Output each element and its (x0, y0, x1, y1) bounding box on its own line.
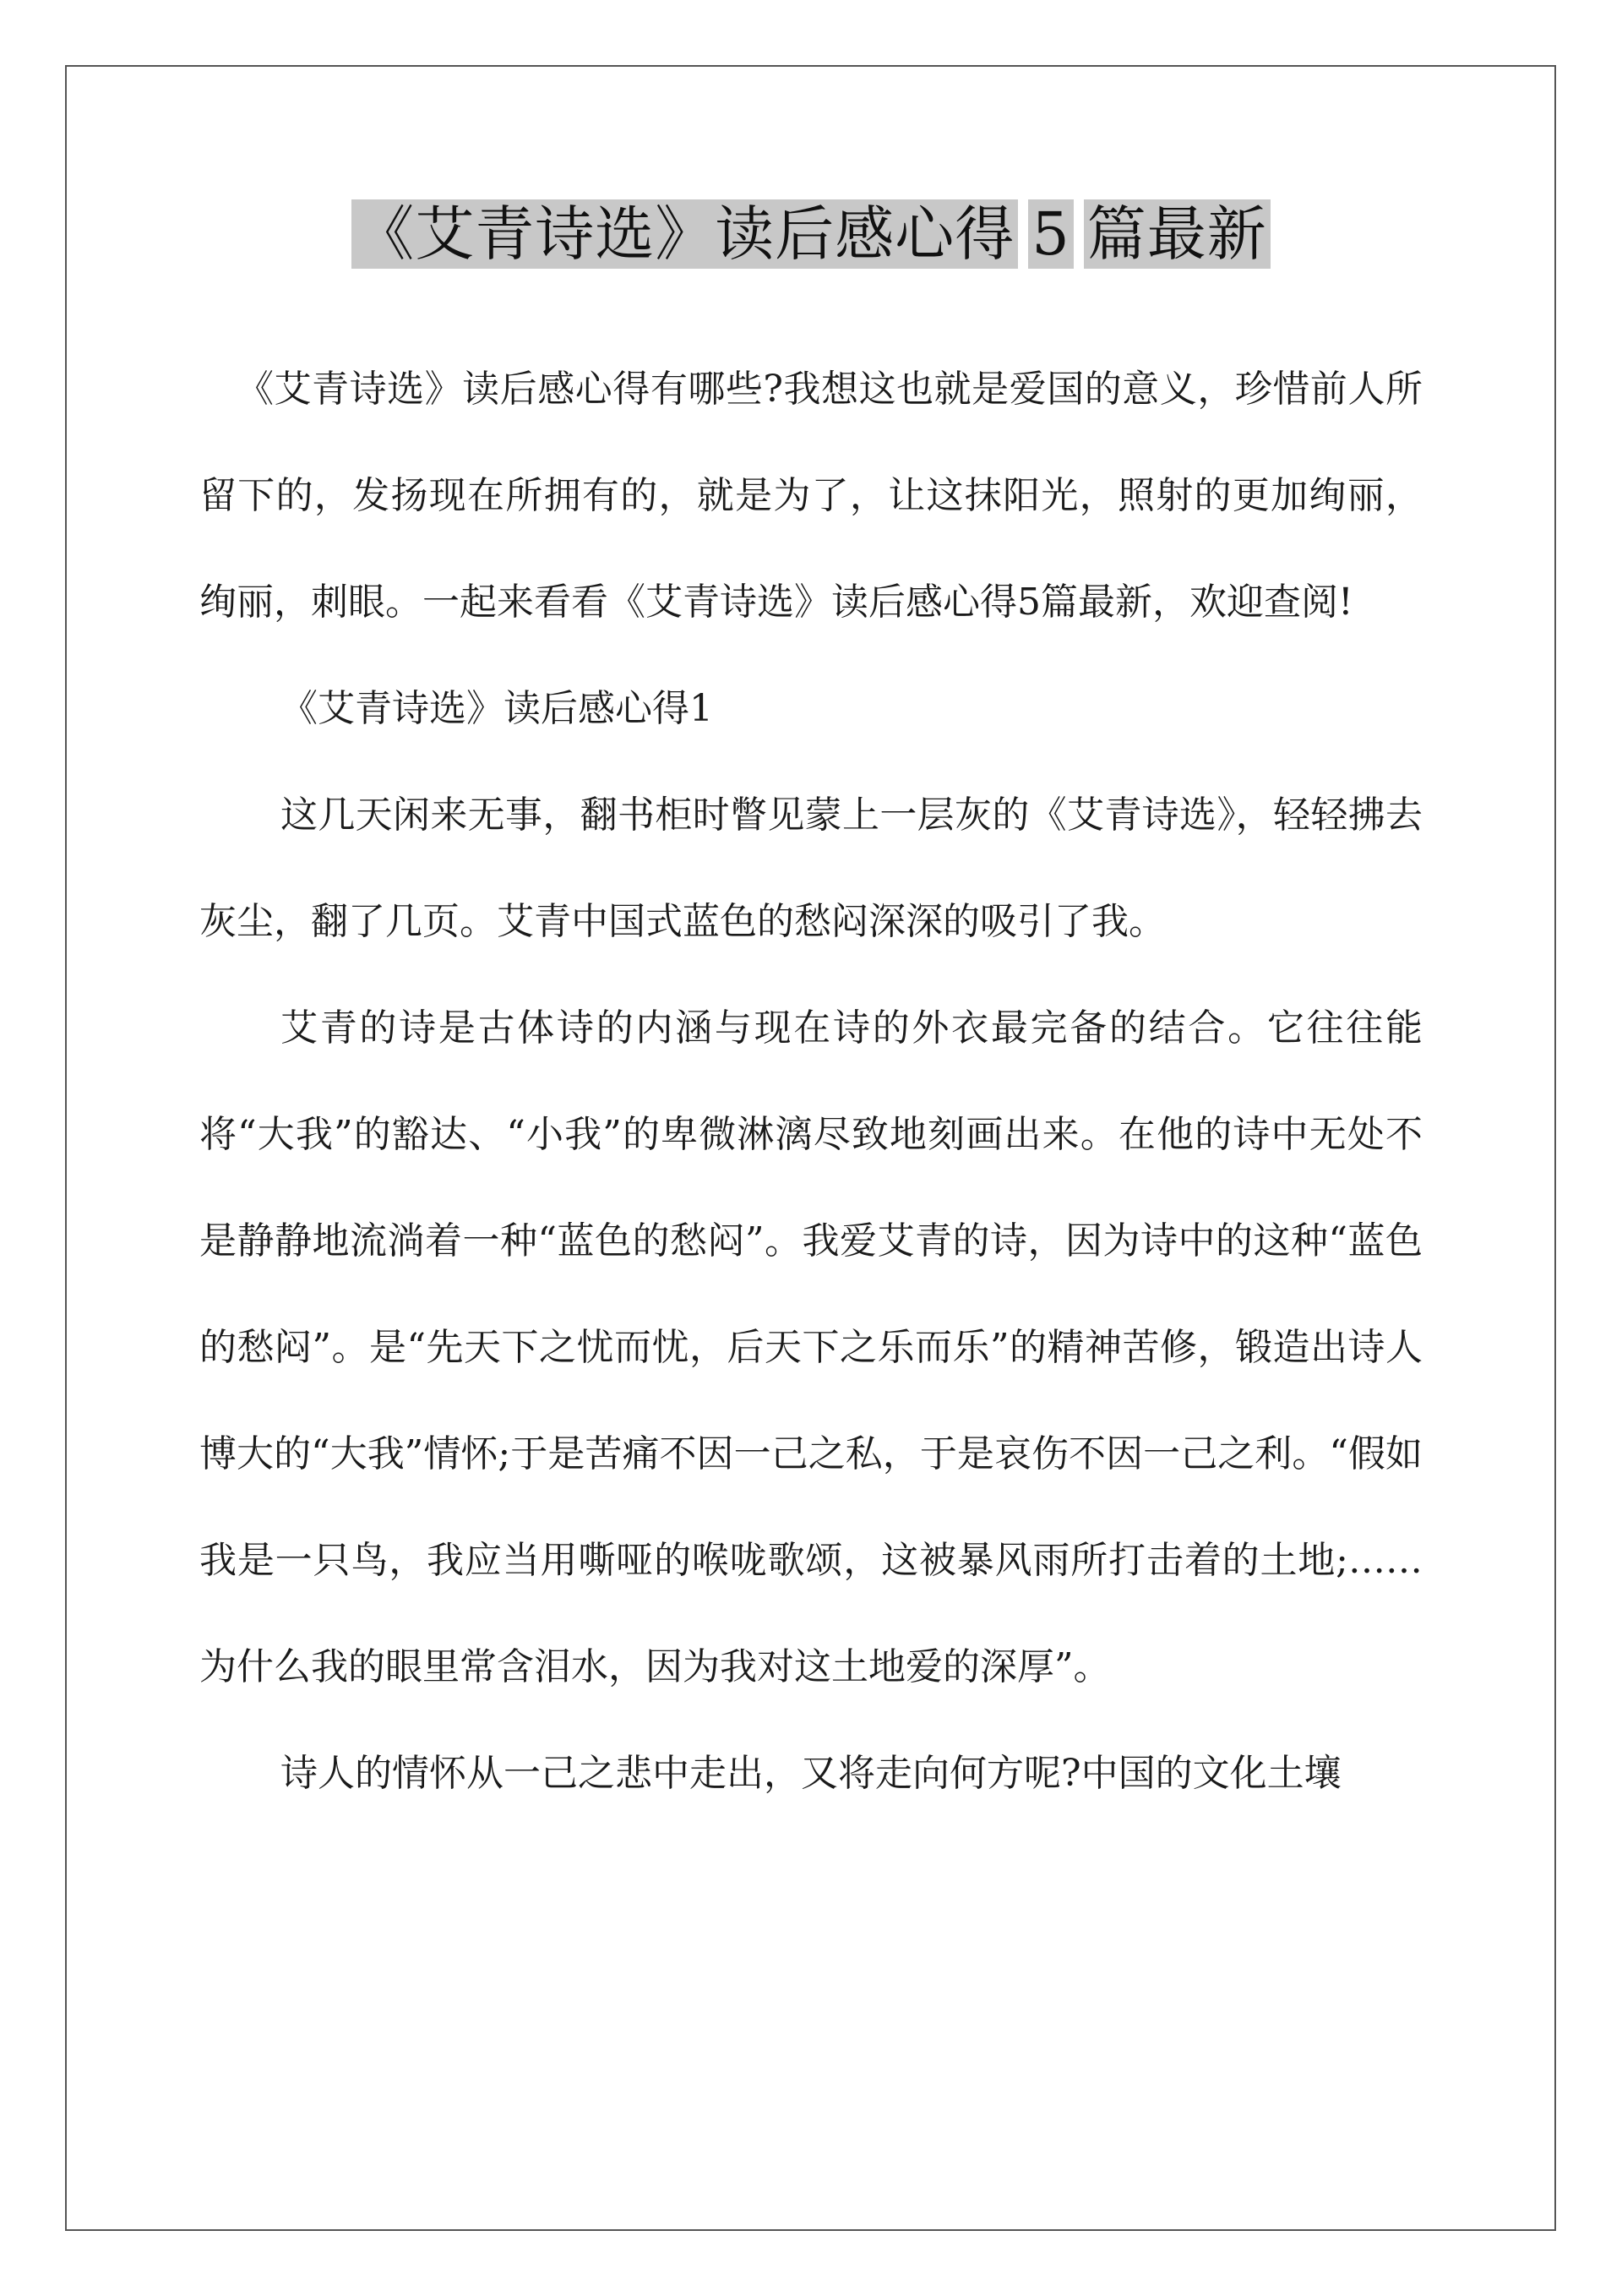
title-part-number: 5 (1028, 199, 1074, 269)
title-container (0, 196, 1622, 272)
body-paragraph: 艾青的诗是古体诗的内涵与现在诗的外衣最完备的结合。它往往能将“大我”的豁达、“小我”的卑微淋漓尽致地刻画出来。在他的诗中无处不是静静地流淌着一种“蓝色的愁闷”。我爱艾青的诗，因为诗中的这种“蓝色的愁闷”。是“先天下之忧而忧，后天下之乐而乐”的精神苦修，锻造出诗人博大的“大我”情怀;于是苦痛不因一己之私，于是哀伤不因一己之利。“假如我是一只鸟，我应当用嘶哑的喉咙歌颂，这被暴风雨所打击着的土地;……为什么我的眼里常含泪水，因为我对这土地爱的深厚”。 (199, 1006, 1423, 1688)
document-body (199, 336, 1423, 1827)
document-title (351, 196, 1271, 272)
title-part-main: 《艾青诗选》读后感心得 (351, 199, 1018, 269)
title-part-end: 篇最新 (1084, 199, 1271, 269)
body-paragraph: 这几天闲来无事，翻书柜时瞥见蒙上一层灰的《艾青诗选》，轻轻拂去灰尘，翻了几页。艾青中国式蓝色的愁闷深深的吸引了我。 (199, 794, 1423, 943)
body-paragraph: 诗人的情怀从一己之悲中走出，又将走向何方呢?中国的文化土壤 (280, 1752, 1342, 1795)
section-heading: 《艾青诗选》读后感心得1 (280, 687, 713, 730)
intro-paragraph: 《艾青诗选》读后感心得有哪些?我想这也就是爱国的意义，珍惜前人所留下的，发扬现在所拥有的，就是为了，让这抹阳光，照射的更加绚丽，绚丽，刺眼。一起来看看《艾青诗选》读后感心得5篇最新，欢迎查阅! (199, 368, 1423, 624)
